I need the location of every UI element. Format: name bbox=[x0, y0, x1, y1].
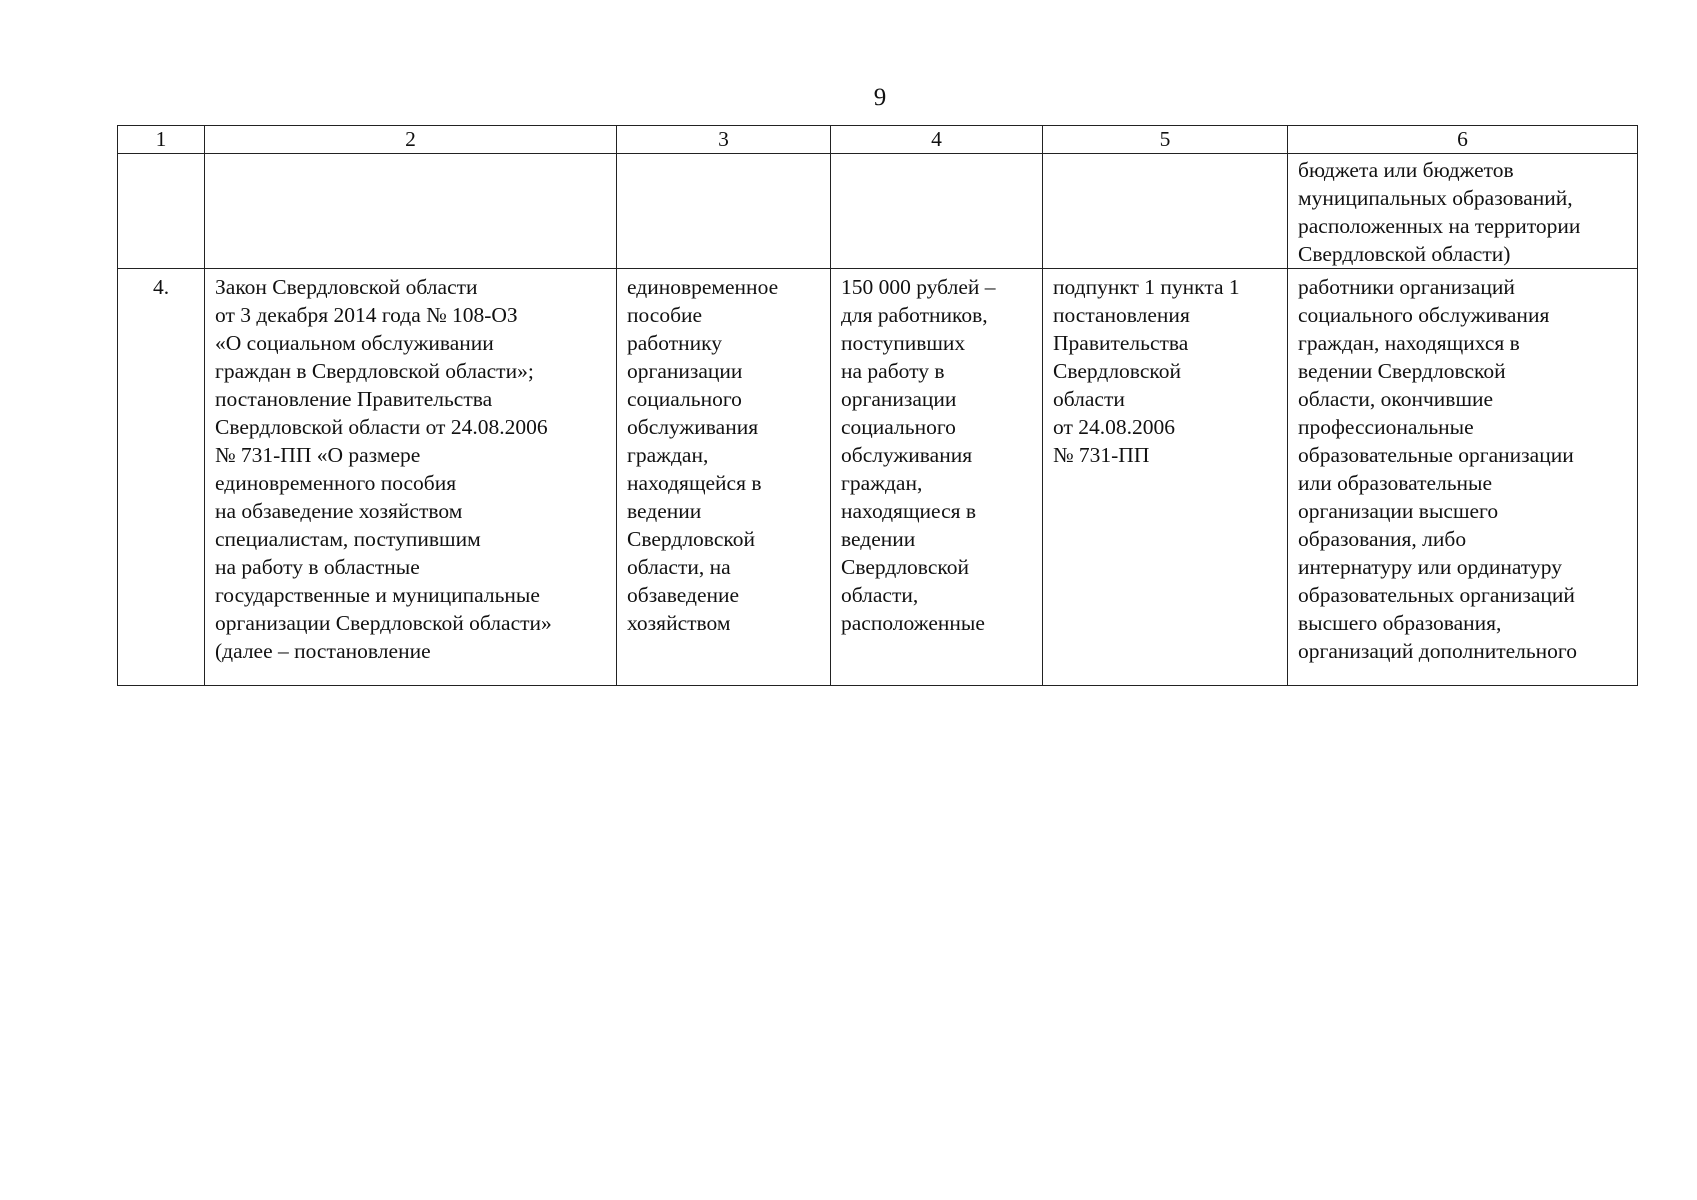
table-cell: Закон Свердловской области от 3 декабря 2014 года № 108-ОЗ «О социальном обслуживании граждан в Свердловской области»; постановление Правительства Свердловской области от 24.08.2006 № 731-ПП «О размере единовременного пособия на обзаведение хозяйством специалистам, поступившим на работу в областные государственные и муниципальные организации Свердловской области» (далее – постановление bbox=[205, 269, 617, 686]
table-cell: подпункт 1 пункта 1 постановления Правительства Свердловской области от 24.08.2006 № 731-ПП bbox=[1043, 269, 1288, 686]
data-table bbox=[117, 125, 1638, 686]
table-cell: 150 000 рублей – для работников, поступивших на работу в организации социального обслуживания граждан, находящиеся в ведении Свердловской области, расположенные bbox=[831, 269, 1043, 686]
page-number: 9 bbox=[873, 84, 887, 111]
table-header-row bbox=[118, 126, 1638, 154]
column-header: 3 bbox=[617, 126, 831, 154]
table-row bbox=[118, 154, 1638, 269]
table-cell bbox=[617, 154, 831, 269]
table-cell bbox=[1043, 154, 1288, 269]
column-header: 2 bbox=[205, 126, 617, 154]
table-row bbox=[118, 269, 1638, 686]
table-cell: бюджета или бюджетов муниципальных образований, расположенных на территории Свердловской области) bbox=[1288, 154, 1638, 269]
table-cell: единовременное пособие работнику организации социального обслуживания граждан, находящейся в ведении Свердловской области, на обзаведение хозяйством bbox=[617, 269, 831, 686]
row-number-cell: 4. bbox=[118, 269, 205, 686]
table-cell bbox=[118, 154, 205, 269]
table-cell bbox=[831, 154, 1043, 269]
column-header: 5 bbox=[1043, 126, 1288, 154]
column-header: 4 bbox=[831, 126, 1043, 154]
table-cell: работники организаций социального обслуживания граждан, находящихся в ведении Свердловской области, окончившие профессиональные образовательные организации или образовательные организации высшего образования, либо интернатуру или ординатуру образовательных организаций высшего образования, организаций дополнительного bbox=[1288, 269, 1638, 686]
column-header: 1 bbox=[118, 126, 205, 154]
column-header: 6 bbox=[1288, 126, 1638, 154]
table-cell bbox=[205, 154, 617, 269]
